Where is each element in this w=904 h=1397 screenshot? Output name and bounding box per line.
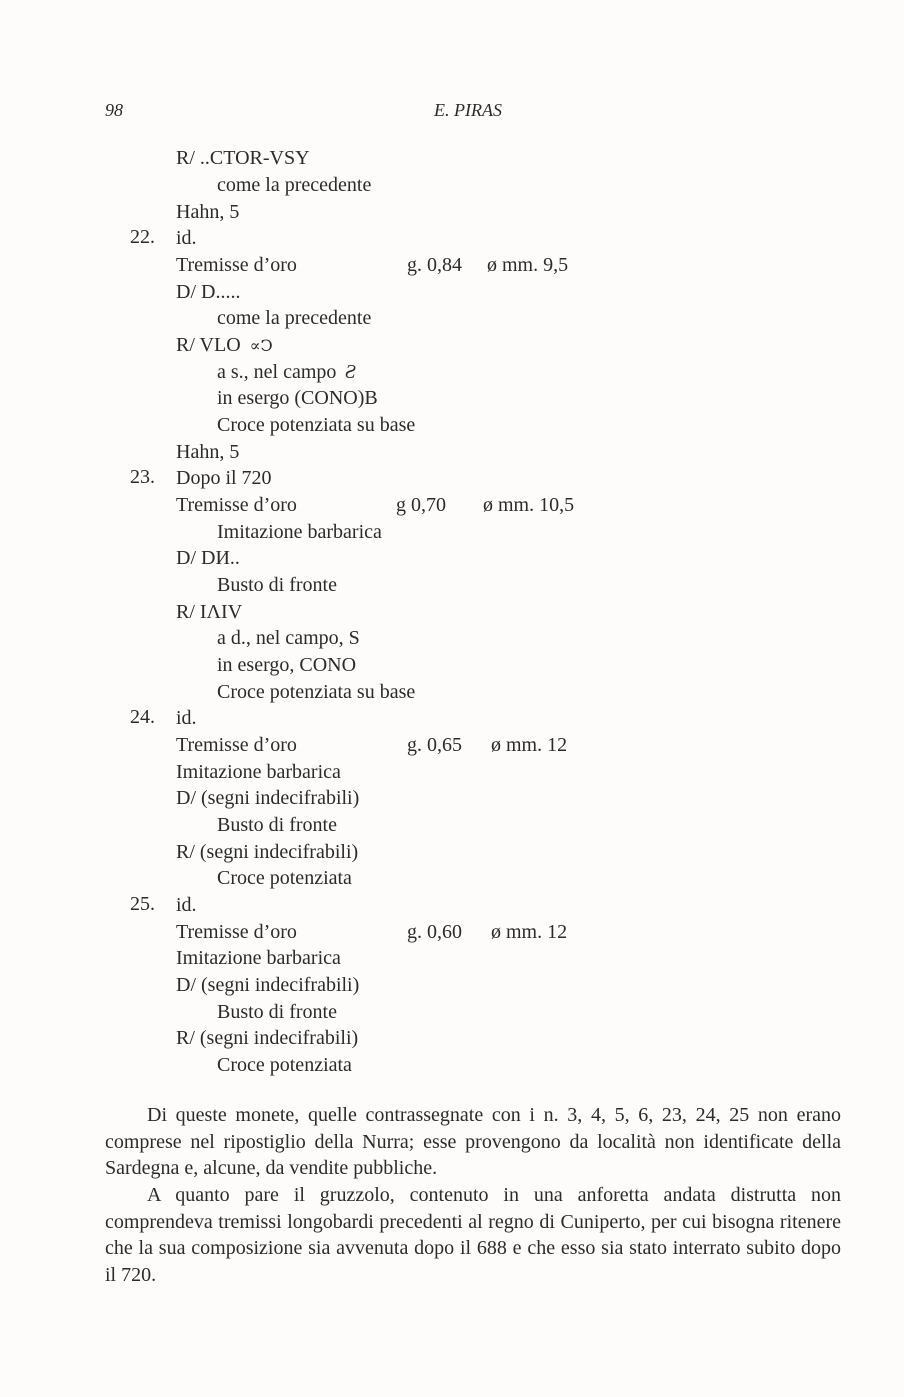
entry-number: 24. [130, 706, 155, 728]
reverse-field-mark [217, 360, 355, 384]
diameter: ø mm. 12 [491, 734, 568, 756]
weight: g. 0,60 [407, 921, 462, 943]
obverse-legend: D/ D..... [176, 281, 241, 303]
obverse-legend: D/ DИ.. [176, 547, 240, 569]
entry-number: 22. [130, 226, 155, 248]
weight: g. 0,84 [407, 254, 462, 276]
reverse-legend: R/ (segni indecifrabili) [176, 841, 359, 863]
obverse-legend: D/ (segni indecifrabili) [176, 787, 360, 809]
entry-date: id. [176, 227, 197, 249]
style-note: Imitazione barbarica [176, 761, 341, 783]
denomination: Tremisse d’oro [176, 734, 297, 756]
exergue: in esergo (CONO)B [217, 387, 378, 409]
reverse-type: Croce potenziata [217, 867, 352, 889]
obverse-note: Busto di fronte [217, 814, 337, 836]
entry-date: Dopo il 720 [176, 467, 272, 489]
reverse-monogram-symbol: ∝Ↄ [249, 338, 273, 355]
reference: Hahn, 5 [176, 441, 240, 463]
obverse-note: come la precedente [217, 307, 372, 329]
style-note: Imitazione barbarica [217, 521, 382, 543]
reverse-type: Croce potenziata su base [217, 681, 416, 703]
obverse-note: Busto di fronte [217, 574, 337, 596]
reverse-note: come la precedente [217, 174, 372, 196]
body-paragraph-2: A quanto pare il gruzzolo, contenuto in una anforetta andata distrutta non comprendeva tremissi longobardi precedenti al regno di Cuniperto, per cui bisogna ritenere che la sua composizione sia avvenuta dopo il 688 e che esso sia stato interrato subito dopo il 720. [105, 1184, 841, 1286]
running-title: E. PIRAS [434, 100, 502, 120]
body-paragraph-1: Di queste monete, quelle contrassegnate con i n. 3, 4, 5, 6, 23, 24, 25 non erano comprese nel ripostiglio della Nurra; esse provengono da località non identificate della Sardegna e, alcune, da vendite pubbliche. [105, 1104, 841, 1179]
field-mark-symbol: Ƨ [345, 361, 356, 383]
field-mark-text: a s., nel campo [217, 361, 337, 383]
entry-number: 25. [130, 893, 155, 915]
entry-number: 23. [130, 466, 155, 488]
reverse-legend [176, 333, 273, 359]
reverse-legend: R/ (segni indecifrabili) [176, 1027, 359, 1049]
reference: Hahn, 5 [176, 201, 240, 223]
reverse-type: Croce potenziata [217, 1054, 352, 1076]
reverse-legend: R/ ..CTOR-VSY [176, 147, 310, 169]
denomination: Tremisse d’oro [176, 254, 297, 276]
entry-date: id. [176, 707, 197, 729]
reverse-field-mark: a d., nel campo, S [217, 627, 360, 649]
denomination: Tremisse d’oro [176, 494, 297, 516]
diameter: ø mm. 12 [491, 921, 568, 943]
weight: g. 0,65 [407, 734, 462, 756]
page-number: 98 [105, 100, 123, 120]
reverse-legend-text: R/ VLO [176, 334, 241, 356]
entry-date: id. [176, 894, 197, 916]
obverse-note: Busto di fronte [217, 1001, 337, 1023]
obverse-legend: D/ (segni indecifrabili) [176, 974, 360, 996]
weight: g 0,70 [396, 494, 446, 516]
diameter: ø mm. 10,5 [483, 494, 575, 516]
denomination: Tremisse d’oro [176, 921, 297, 943]
diameter: ø mm. 9,5 [487, 254, 569, 276]
style-note: Imitazione barbarica [176, 947, 341, 969]
exergue: in esergo, CONO [217, 654, 357, 676]
reverse-legend: R/ IΛIV [176, 601, 243, 623]
reverse-type: Croce potenziata su base [217, 414, 416, 436]
